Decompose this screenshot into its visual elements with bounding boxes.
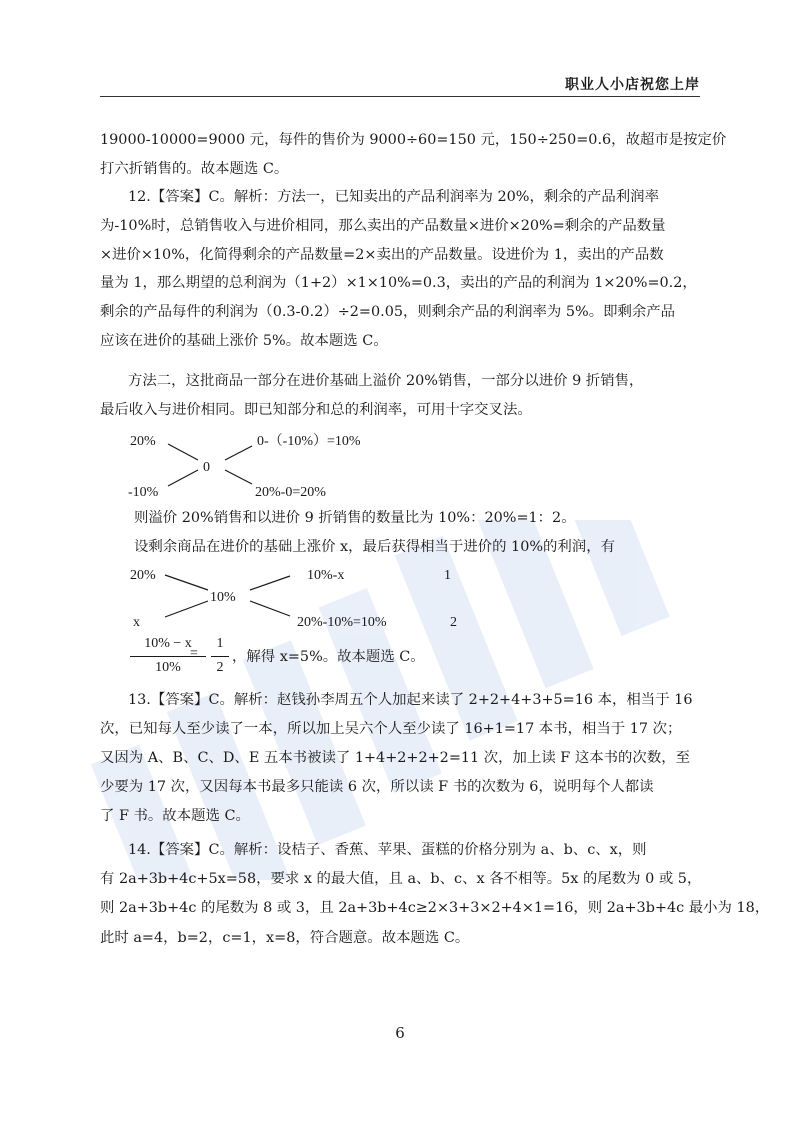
page-number: 6 (395, 1024, 405, 1042)
cross2-bottom-left: x (133, 615, 140, 630)
cross2-line-tr (250, 576, 290, 590)
paragraph-line: 剩余的产品每件的利润为（0.3-0.2）÷2=0.05，则剩余产品的利润率为 5%。即剩余产品 (100, 304, 676, 320)
paragraph-line: 14.【答案】C。解析：设桔子、香蕉、苹果、蛋糕的价格分别为 a、b、c、x，则 (128, 842, 647, 858)
paragraph-line: 打六折销售的。故本题选 C。 (100, 161, 289, 177)
header-rule (100, 96, 700, 97)
paragraph-line: 应该在进价的基础上涨价 5%。故本题选 C。 (100, 333, 388, 349)
paragraph-line: 则溢价 20%销售和以进价 9 折销售的数量比为 10%：20%=1：2。 (134, 510, 576, 526)
cross2-top-left: 20% (130, 568, 156, 583)
header-title: 职业人小店祝您上岸 (565, 77, 700, 93)
cross2-line-br (250, 601, 290, 616)
paragraph-line: 少要为 17 次，又因每本书最多只能读 6 次，所以读 F 书的次数为 6，说明每个人都读 (100, 779, 654, 795)
equation-equals: = (190, 646, 198, 661)
cross1-bottom-right: 20%-0=20% (255, 485, 326, 500)
cross1-center: 0 (203, 460, 210, 475)
paragraph-line: 19000-10000=9000 元，每件的售价为 9000÷60=150 元，150÷250=0.6，故超市是按定价 (100, 132, 727, 148)
paragraph-line: 最后收入与进价相同。即已知部分和总的利润率，可用十字交叉法。 (100, 402, 532, 418)
paragraph-line: 12.【答案】C。解析：方法一，已知卖出的产品利润率为 20%，剩余的产品利润率 (128, 189, 659, 205)
cross2-line-bl (165, 601, 208, 617)
paragraph-line: 则 2a+3b+4c 的尾数为 8 或 3，且 2a+3b+4c≥2×3+3×2+4×1=16，则 2a+3b+4c 最小为 18， (100, 900, 770, 916)
equation-rhs-numerator: 1 (216, 636, 224, 651)
cross1-line-br (225, 470, 252, 484)
paragraph-line: ×进价×10%，化简得剩余的产品数量=2×卖出的产品数量。设进价为 1，卖出的产品数 (100, 247, 664, 263)
cross1-line-bl (168, 470, 198, 486)
cross1-top-right: 0-（-10%）=10% (257, 434, 361, 449)
equation-denominator: 10% (155, 660, 181, 675)
equation-tail: ，解得 x=5%。故本题选 C。 (232, 649, 425, 665)
fraction-bar (211, 656, 229, 657)
equation-rhs-denominator: 2 (216, 660, 224, 675)
paragraph-line: 了 F 书。故本题选 C。 (100, 808, 250, 824)
cross1-line-tr (225, 446, 252, 460)
cross2-line-tl (165, 575, 208, 590)
cross2-bottom-right: 20%-10%=10% (297, 615, 387, 630)
paragraph-line: 为-10%时，总销售收入与进价相同，那么卖出的产品数量×进价×20%=剩余的产品数量 (100, 218, 666, 234)
paragraph-line: 又因为 A、B、C、D、E 五本书被读了 1+4+2+2+2=11 次，加上读 F 这本书的次数，至 (100, 750, 690, 766)
cross2-ratio-bottom: 2 (450, 615, 457, 630)
paragraph-line: 量为 1，那么期望的总利润为（1+2）×1×10%=0.3，卖出的产品的利润为 1×20%=0.2， (100, 275, 697, 291)
cross2-ratio-top: 1 (444, 568, 451, 583)
paragraph-line: 有 2a+3b+4c+5x=58，要求 x 的最大值，且 a、b、c、x 各不相等。5x 的尾数为 0 或 5， (100, 871, 702, 887)
paragraph-line: 设剩余商品在进价的基础上涨价 x，最后获得相当于进价的 10%的利润，有 (134, 539, 615, 555)
equation-rhs-fraction (205, 634, 235, 680)
cross1-line-tl (168, 444, 198, 460)
cross2-top-right: 10%-x (307, 568, 345, 583)
paragraph-line: 次，已知每人至少读了一本，所以加上吴六个人至少读了 16+1=17 本书，相当于 17 次； (100, 721, 682, 737)
equation-numerator: 10% − x (144, 636, 192, 651)
paragraph-line: 此时 a=4，b=2，c=1，x=8，符合题意。故本题选 C。 (100, 930, 470, 946)
paragraph-line: 方法二，这批商品一部分在进价基础上溢价 20%销售，一部分以进价 9 折销售， (128, 373, 644, 389)
paragraph-line: 13.【答案】C。解析：赵钱孙李周五个人加起来读了 2+2+4+3+5=16 本，相当于 16 (128, 692, 693, 708)
cross2-center: 10% (210, 590, 236, 605)
cross1-bottom-left: -10% (128, 485, 159, 500)
cross1-top-left: 20% (130, 434, 156, 449)
